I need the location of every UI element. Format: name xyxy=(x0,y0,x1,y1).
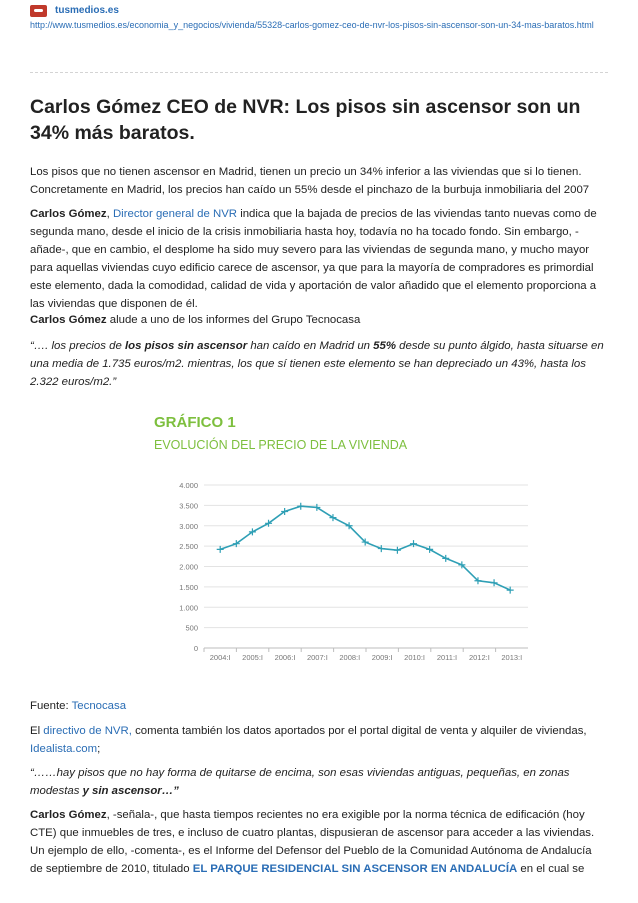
x-tick-label: 2007:I xyxy=(306,653,328,662)
source-url-link[interactable]: http://www.tusmedios.es/economia_y_negocios/vivienda/55328-carlos-gomez-ceo-de-nvr-los-pisos-sin-ascensor-son-un-34-mas-baratos.html xyxy=(30,20,594,30)
text-fragment: desde su punto álgido, hasta situarse en xyxy=(395,340,604,352)
quote-tecnocasa xyxy=(30,337,610,391)
title-line-2: 34% más baratos. xyxy=(30,122,195,144)
text-line: CTE) que inmuebles de tres, e incluso de cuatro plantas, dispusieran de ascensor para acceder a las viviendas. xyxy=(30,827,595,839)
director-nvr-link[interactable]: Director general de NVR xyxy=(112,208,238,220)
title-line-1: Carlos Gómez CEO de NVR: Los pisos sin ascensor son un xyxy=(30,96,581,118)
y-tick-label: 1.000 xyxy=(179,603,198,613)
tusmedios-logo-icon xyxy=(30,5,47,17)
person-name: Carlos Gómez xyxy=(30,809,107,821)
price-evolution-chart xyxy=(120,405,540,675)
data-point-marker xyxy=(507,587,514,594)
text-line xyxy=(30,337,610,355)
emphasis: y sin ascensor…” xyxy=(82,785,179,797)
directivo-nvr-link[interactable]: directivo de NVR, xyxy=(43,725,132,737)
chart-svg xyxy=(120,405,540,675)
text-fragment: indica que la bajada de precios de las viviendas tanto nuevas como de xyxy=(237,208,597,220)
y-tick-label: 0 xyxy=(193,644,198,653)
y-tick-label: 500 xyxy=(185,623,198,633)
x-tick-label: 2008:I xyxy=(339,653,361,662)
data-point-marker xyxy=(442,555,449,562)
text-line: segunda mano, desde el inicio de la crisis inmobiliaria hasta hoy, todavía no ha tocado fondo. Sin embargo, - xyxy=(30,226,579,238)
text-line xyxy=(30,205,610,223)
text-line xyxy=(30,722,610,740)
y-tick-label: 1.500 xyxy=(179,582,198,592)
text-fragment: comenta también los datos aportados por el portal digital de venta y alquiler de viviendas, xyxy=(131,725,587,737)
text-line: una media de 1.735 euros/m2. mientras, los que sí tienen este elemento se han depreciado un 43%, hasta los xyxy=(30,358,586,370)
text-fragment: , -señala-, que hasta tiempos recientes no era exigible por la norma técnica de edificación (hoy xyxy=(106,809,585,821)
tecnocasa-link[interactable]: Tecnocasa xyxy=(71,700,127,712)
text-line xyxy=(30,697,610,715)
text-line: para aquellas viviendas cuyo edificio carece de ascensor, ya que para la mayoría de compradores es primordial xyxy=(30,262,594,274)
paragraph-idealista xyxy=(30,722,610,758)
text-line xyxy=(30,806,610,824)
paragraph-nvr-director xyxy=(30,205,610,313)
fuente-line xyxy=(30,697,610,715)
article-title xyxy=(30,94,608,146)
source-site-name[interactable]: tusmedios.es xyxy=(55,5,119,16)
text-fragment: de septiembre de 2010, titulado xyxy=(30,863,193,875)
quote-idealista xyxy=(30,764,610,800)
paragraph-tecnocasa-ref xyxy=(30,311,610,329)
data-point-marker xyxy=(491,579,498,586)
text-fragment: modestas xyxy=(30,785,83,797)
paragraph-normativa xyxy=(30,806,610,878)
header-divider xyxy=(30,72,608,73)
chart-subtitle: EVOLUCIÓN DEL PRECIO DE LA VIVIENDA xyxy=(154,438,408,452)
y-tick-label: 2.000 xyxy=(179,562,198,572)
text-line xyxy=(30,860,610,878)
text-fragment: alude a uno de los informes del Grupo Tecnocasa xyxy=(106,314,361,326)
idealista-link[interactable]: Idealista.com xyxy=(30,743,98,755)
series-line xyxy=(220,506,510,590)
y-tick-label: 3.500 xyxy=(179,501,198,511)
text-fragment: “…. los precios de xyxy=(30,340,125,352)
text-fragment: El xyxy=(30,725,44,737)
x-tick-label: 2009:I xyxy=(371,653,393,662)
text-fragment: han caído en Madrid un xyxy=(247,340,374,352)
emphasis: 55% xyxy=(373,340,396,352)
y-tick-label: 4.000 xyxy=(179,481,198,490)
text-line: Los pisos que no tienen ascensor en Madrid, tienen un precio un 34% inferior a las viviendas que si lo tienen. xyxy=(30,166,582,178)
text-line: Concretamente en Madrid, los precios han caído un 55% desde el pinchazo de la burbuja inmobiliaria del 2007 xyxy=(30,184,590,196)
text-line: 2.322 euros/m2.” xyxy=(30,376,117,388)
data-point-marker xyxy=(217,546,224,553)
x-tick-label: 2012:I xyxy=(468,653,490,662)
informe-defensor-link[interactable]: EL PARQUE RESIDENCIAL SIN ASCENSOR EN ANDALUCÍA xyxy=(192,863,518,875)
x-tick-label: 2011:I xyxy=(436,653,458,662)
text-line xyxy=(30,311,610,329)
text-fragment: ; xyxy=(97,743,101,755)
fuente-label: Fuente: xyxy=(30,700,72,712)
y-tick-label: 3.000 xyxy=(179,521,198,531)
separator: , xyxy=(106,208,113,220)
data-point-marker xyxy=(297,503,304,510)
text-line: “……hay pisos que no hay forma de quitarse de encima, son esas viviendas antiguas, pequeñas, en zonas xyxy=(30,767,570,779)
text-line xyxy=(30,740,610,758)
x-tick-label: 2010:I xyxy=(404,653,426,662)
chart-title: GRÁFICO 1 xyxy=(154,414,236,431)
x-tick-label: 2013:I xyxy=(501,653,523,662)
x-tick-label: 2004:I xyxy=(209,653,231,662)
text-line: Un ejemplo de ello, -comenta-, es el Informe del Defensor del Pueblo de la Comunidad Autónoma de Andalucía xyxy=(30,845,592,857)
person-name: Carlos Gómez xyxy=(30,314,107,326)
text-line xyxy=(30,782,610,800)
emphasis: los pisos sin ascensor xyxy=(124,340,248,352)
data-point-marker xyxy=(394,547,401,554)
text-fragment: en el cual se xyxy=(517,863,585,875)
text-line: las viviendas que disponen de él. xyxy=(30,298,198,310)
paragraph-intro xyxy=(30,163,610,199)
text-line: añade-, que en cambio, el desplome ha sido muy severo para las viviendas de segunda mano, y mucho mayor xyxy=(30,244,590,256)
x-tick-label: 2006:I xyxy=(274,653,296,662)
y-tick-label: 2.500 xyxy=(179,542,198,552)
x-tick-label: 2005:I xyxy=(242,653,264,662)
data-point-marker xyxy=(426,546,433,553)
text-line: este elemento, dada la comodidad, calidad de vida y aportación de valor añadido que el elemento proporciona a xyxy=(30,280,597,292)
person-name: Carlos Gómez xyxy=(30,208,107,220)
